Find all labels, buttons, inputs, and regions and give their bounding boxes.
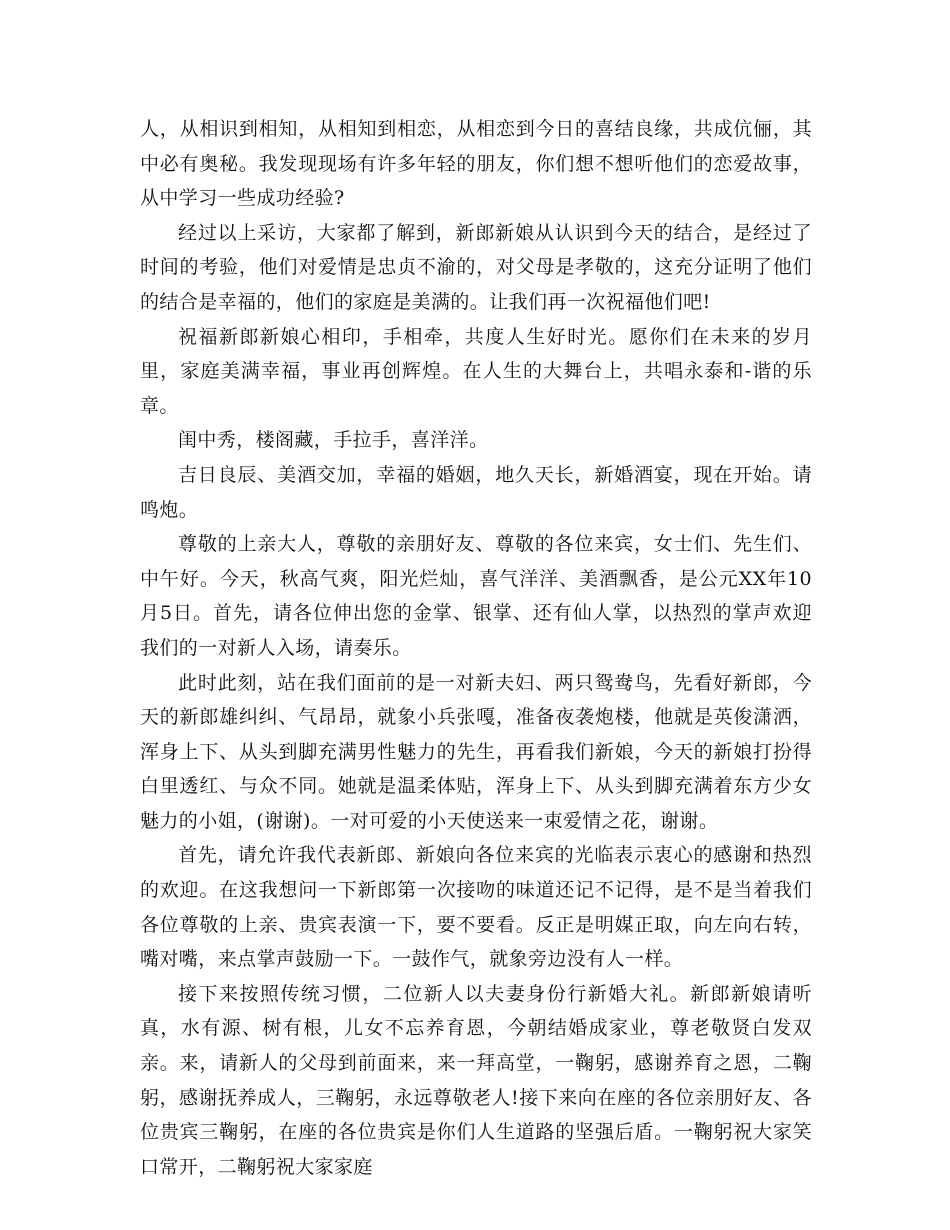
paragraph-7: 此时此刻，站在我们面前的是一对新夫妇、两只鸳鸯鸟，先看好新郎，今天的新郎雄纠纠、气昂昂，就象小兵张嘎，准备夜袭炮楼，他就是英俊潇洒，浑身上下、从头到脚充满男性魅力的先生，再看我们新娘，今天的新娘打扮得白里透红、与众不同。她就是温柔体贴，浑身上下、从头到脚充满着东方少女魅力的小姐，(谢谢)。一对可爱的小天使送来一束爱情之花，谢谢。 bbox=[140, 671, 812, 832]
paragraph-4: 闺中秀，楼阁藏，手拉手，喜洋洋。 bbox=[178, 429, 489, 452]
document-body bbox=[140, 112, 812, 1184]
paragraph-1: 人，从相识到相知，从相知到相恋，从相恋到今日的喜结良缘，共成伉俪，其中必有奥秘。我发现现场有许多年轻的朋友，你们想不想听他们的恋爱故事，从中学习一些成功经验? bbox=[140, 118, 812, 210]
paragraph-5: 吉日良辰、美酒交加，幸福的婚姻，地久天长，新婚酒宴，现在开始。请鸣炮。 bbox=[140, 463, 812, 521]
paragraph-9: 接下来按照传统习惯，二位新人以夫妻身份行新婚大礼。新郎新娘请听真，水有源、树有根，儿女不忘养育恩，今朝结婚成家业，尊老敬贤白发双亲。来，请新人的父母到前面来，来一拜高堂，一鞠躬，感谢养育之恩，二鞠躬，感谢抚养成人，三鞠躬，永远尊敬老人!接下来向在座的各位亲朋好友、各位贵宾三鞠躬，在座的各位贵宾是你们人生道路的坚强后盾。一鞠躬祝大家笑口常开，二鞠躬祝大家家庭 bbox=[140, 982, 812, 1178]
paragraph-2: 经过以上采访，大家都了解到，新郎新娘从认识到今天的结合，是经过了时间的考验，他们对爱情是忠贞不渝的，对父母是孝敬的，这充分证明了他们的结合是幸福的，他们的家庭是美满的。让我们再一次祝福他们吧! bbox=[140, 221, 812, 313]
paragraph-6: 尊敬的上亲大人，尊敬的亲朋好友、尊敬的各位来宾，女士们、先生们、中午好。今天，秋高气爽，阳光烂灿，喜气洋洋、美酒飘香，是公元XX年10月5日。首先，请各位伸出您的金掌、银掌、还有仙人掌，以热烈的掌声欢迎我们的一对新人入场，请奏乐。 bbox=[140, 533, 812, 659]
paragraph-8: 首先，请允许我代表新郎、新娘向各位来宾的光临表示衷心的感谢和热烈的欢迎。在这我想问一下新郎第一次接吻的味道还记不记得，是不是当着我们各位尊敬的上亲、贵宾表演一下，要不要看。反正是明媒正取，向左向右转，嘴对嘴，来点掌声鼓励一下。一鼓作气，就象旁边没有人一样。 bbox=[140, 844, 812, 971]
paragraph-3: 祝福新郎新娘心相印，手相牵，共度人生好时光。愿你们在未来的岁月里，家庭美满幸福，事业再创辉煌。在人生的大舞台上，共唱永泰和-谐的乐章。 bbox=[140, 325, 812, 417]
